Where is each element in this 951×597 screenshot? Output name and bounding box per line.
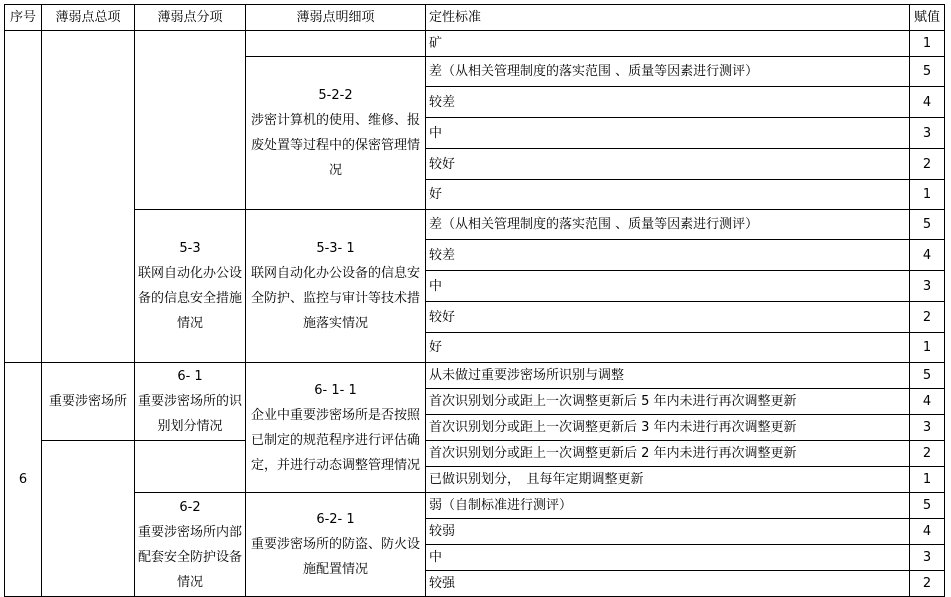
total-item-cell: 重要涉密场所 xyxy=(42,363,135,441)
header-detail-item: 薄弱点明细项 xyxy=(246,5,426,31)
value-cell: 2 xyxy=(910,441,945,467)
value-cell: 5 xyxy=(910,493,945,519)
header-standard: 定性标准 xyxy=(426,5,910,31)
value-cell: 3 xyxy=(910,545,945,571)
detail-cell-6-1-1 xyxy=(246,363,426,493)
standard-cell: 矿 xyxy=(426,31,910,57)
sub-item-cell-empty xyxy=(135,31,246,210)
table-row xyxy=(5,31,945,57)
seq-cell-empty xyxy=(5,31,42,363)
sub-item-code: 6-2 xyxy=(179,499,201,515)
value-cell: 4 xyxy=(910,87,945,118)
standard-cell: 中 xyxy=(426,545,910,571)
detail-text: 涉密计算机的使用、维修、报废处置等过程中的保密管理情况 xyxy=(250,113,420,178)
sub-item-cell-empty xyxy=(135,441,246,493)
assessment-table xyxy=(4,4,945,597)
detail-cell-empty xyxy=(246,31,426,57)
standard-cell: 较强 xyxy=(426,571,910,597)
standard-cell: 首次识别划分或距上一次调整更新后 2 年内未进行再次调整更新 xyxy=(426,441,910,467)
standard-cell: 从未做过重要涉密场所识别与调整 xyxy=(426,363,910,389)
value-cell: 1 xyxy=(910,467,945,493)
standard-cell: 较差 xyxy=(426,87,910,118)
value-cell: 1 xyxy=(910,31,945,57)
table-row xyxy=(5,210,945,240)
sub-item-text: 重要涉密场所的识别划分情况 xyxy=(138,394,243,434)
value-cell: 4 xyxy=(910,519,945,545)
value-cell: 4 xyxy=(910,389,945,415)
value-cell: 5 xyxy=(910,57,945,87)
value-cell: 3 xyxy=(910,118,945,149)
header-sub-item: 薄弱点分项 xyxy=(135,5,246,31)
standard-cell: 差（从相关管理制度的落实范围 、质量等因素进行测评） xyxy=(426,57,910,87)
value-cell: 5 xyxy=(910,363,945,389)
standard-cell: 好 xyxy=(426,180,910,210)
value-cell: 3 xyxy=(910,415,945,441)
standard-cell: 中 xyxy=(426,118,910,149)
value-cell: 1 xyxy=(910,333,945,363)
total-item-cell-empty xyxy=(42,441,135,597)
detail-cell-5-2-2 xyxy=(246,57,426,210)
value-cell: 2 xyxy=(910,302,945,333)
header-value: 赋值 xyxy=(910,5,945,31)
standard-cell: 已做识别划分， 且每年定期调整更新 xyxy=(426,467,910,493)
detail-cell-5-3-1 xyxy=(246,210,426,363)
sub-item-text: 重要涉密场所内部配套安全防护设备情况 xyxy=(138,524,243,590)
header-seq: 序号 xyxy=(5,5,42,31)
value-cell: 2 xyxy=(910,571,945,597)
value-cell: 4 xyxy=(910,240,945,271)
standard-cell: 弱（自制标准进行测评） xyxy=(426,493,910,519)
sub-item-cell-6-1 xyxy=(135,363,246,441)
standard-cell: 较弱 xyxy=(426,519,910,545)
sub-item-cell-6-2 xyxy=(135,493,246,597)
standard-cell: 较好 xyxy=(426,149,910,180)
header-row xyxy=(5,5,945,31)
sub-item-cell-5-3 xyxy=(135,210,246,363)
detail-text: 企业中重要涉密场所是否按照已制定的规范程序进行评估确定，并进行动态调整管理情况 xyxy=(250,407,420,473)
standard-cell: 好 xyxy=(426,333,910,363)
seq-cell: 6 xyxy=(5,363,42,597)
standard-cell: 首次识别划分或距上一次调整更新后 3 年内未进行再次调整更新 xyxy=(426,415,910,441)
sub-item-code: 6- 1 xyxy=(177,369,203,384)
detail-cell-6-2-1 xyxy=(246,493,426,597)
detail-text: 重要涉密场所的防盗、防火设施配置情况 xyxy=(250,537,420,577)
value-cell: 2 xyxy=(910,149,945,180)
value-cell: 3 xyxy=(910,271,945,302)
table-row xyxy=(5,363,945,389)
detail-text: 联网自动化办公设备的信息安全防护、监控与审计等技术措施落实情况 xyxy=(250,266,420,331)
header-total-item: 薄弱点总项 xyxy=(42,5,135,31)
value-cell: 1 xyxy=(910,180,945,210)
table-row xyxy=(5,493,945,519)
standard-cell: 较好 xyxy=(426,302,910,333)
sub-item-text: 联网自动化办公设备的信息安全措施情况 xyxy=(138,266,243,331)
value-cell: 5 xyxy=(910,210,945,240)
standard-cell: 首次识别划分或距上一次调整更新后 5 年内未进行再次调整更新 xyxy=(426,389,910,415)
detail-code: 6- 1- 1 xyxy=(314,382,357,398)
detail-code: 6-2- 1 xyxy=(316,512,355,527)
detail-code: 5-3- 1 xyxy=(316,241,355,256)
standard-cell: 差（从相关管理制度的落实范围 、质量等因素进行测评） xyxy=(426,210,910,240)
sub-item-code: 5-3 xyxy=(179,241,201,256)
standard-cell: 较差 xyxy=(426,240,910,271)
table-row xyxy=(5,441,945,467)
total-item-cell-empty xyxy=(42,31,135,363)
standard-cell: 中 xyxy=(426,271,910,302)
detail-code: 5-2-2 xyxy=(318,88,353,103)
